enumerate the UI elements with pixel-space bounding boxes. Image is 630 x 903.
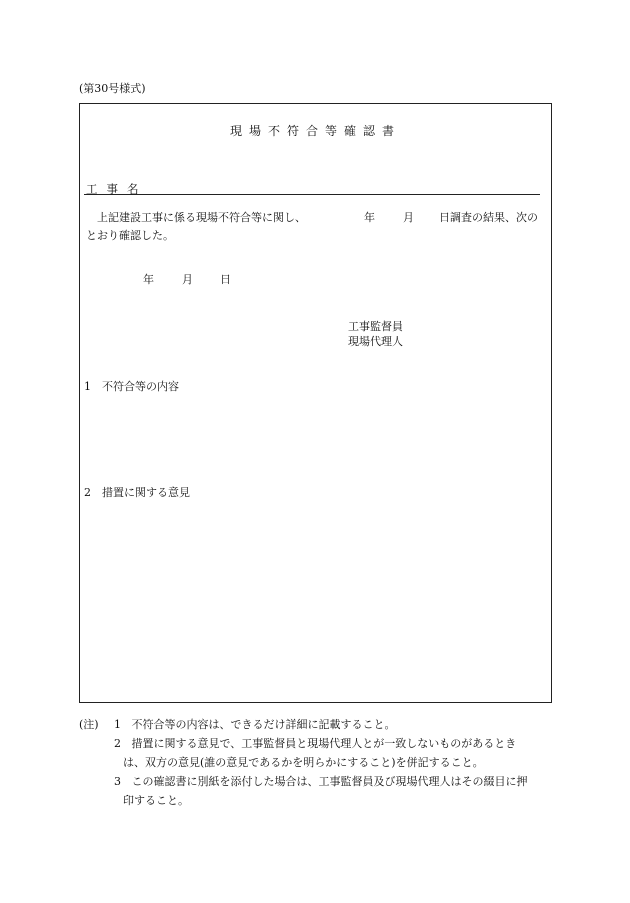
section-nonconformity-content: [84, 378, 179, 394]
statement-day-suffix: 日調査の結果、次の: [439, 211, 538, 224]
signatory-site-supervisor: 工事監督員: [348, 320, 403, 333]
confirmation-form-frame: [79, 103, 552, 703]
note-item-2: [114, 735, 516, 751]
section-measures-opinion: [84, 484, 190, 500]
date-year: 年: [143, 273, 154, 286]
form-number: (第30号様式): [79, 82, 146, 95]
confirmation-date: [143, 271, 231, 287]
statement-line-2: とおり確認した。: [86, 229, 174, 242]
project-name-field-line[interactable]: [84, 194, 540, 195]
document-title: 現場不符合等確認書: [229, 124, 401, 138]
note-3-number: 3: [114, 775, 121, 788]
section-2-title: 措置に関する意見: [102, 486, 190, 499]
section-1-title: 不符合等の内容: [102, 380, 179, 393]
note-3-text-line2: 印すること。: [123, 794, 189, 807]
date-day: 日: [220, 273, 231, 286]
note-1-number: 1: [114, 718, 121, 731]
section-2-number: 2: [84, 486, 91, 499]
note-2-number: 2: [114, 737, 121, 750]
statement-year: 年: [364, 211, 375, 224]
date-month: 月: [182, 273, 193, 286]
project-name-label: 工事名: [86, 182, 148, 196]
note-1-text: 不符合等の内容は、できるだけ詳細に記載すること。: [131, 718, 396, 731]
section-1-number: 1: [84, 380, 91, 393]
note-item-1: [114, 716, 396, 732]
confirmation-statement: [86, 209, 546, 245]
statement-text: 上記建設工事に係る現場不符合等に関し、: [97, 211, 306, 224]
notes-heading: (注): [79, 718, 99, 731]
note-3-text-line1: この確認書に別紙を添付した場合は、工事監督員及び現場代理人はその綴目に押: [131, 775, 528, 788]
note-item-3: [114, 773, 528, 789]
statement-month: 月: [403, 211, 414, 224]
signatory-site-agent: 現場代理人: [348, 335, 403, 348]
note-2-text-line2: は、双方の意見(誰の意見であるかを明らかにすること)を併記すること。: [123, 756, 484, 769]
note-2-text-line1: 措置に関する意見で、工事監督員と現場代理人とが一致しないものがあるとき: [131, 737, 517, 750]
